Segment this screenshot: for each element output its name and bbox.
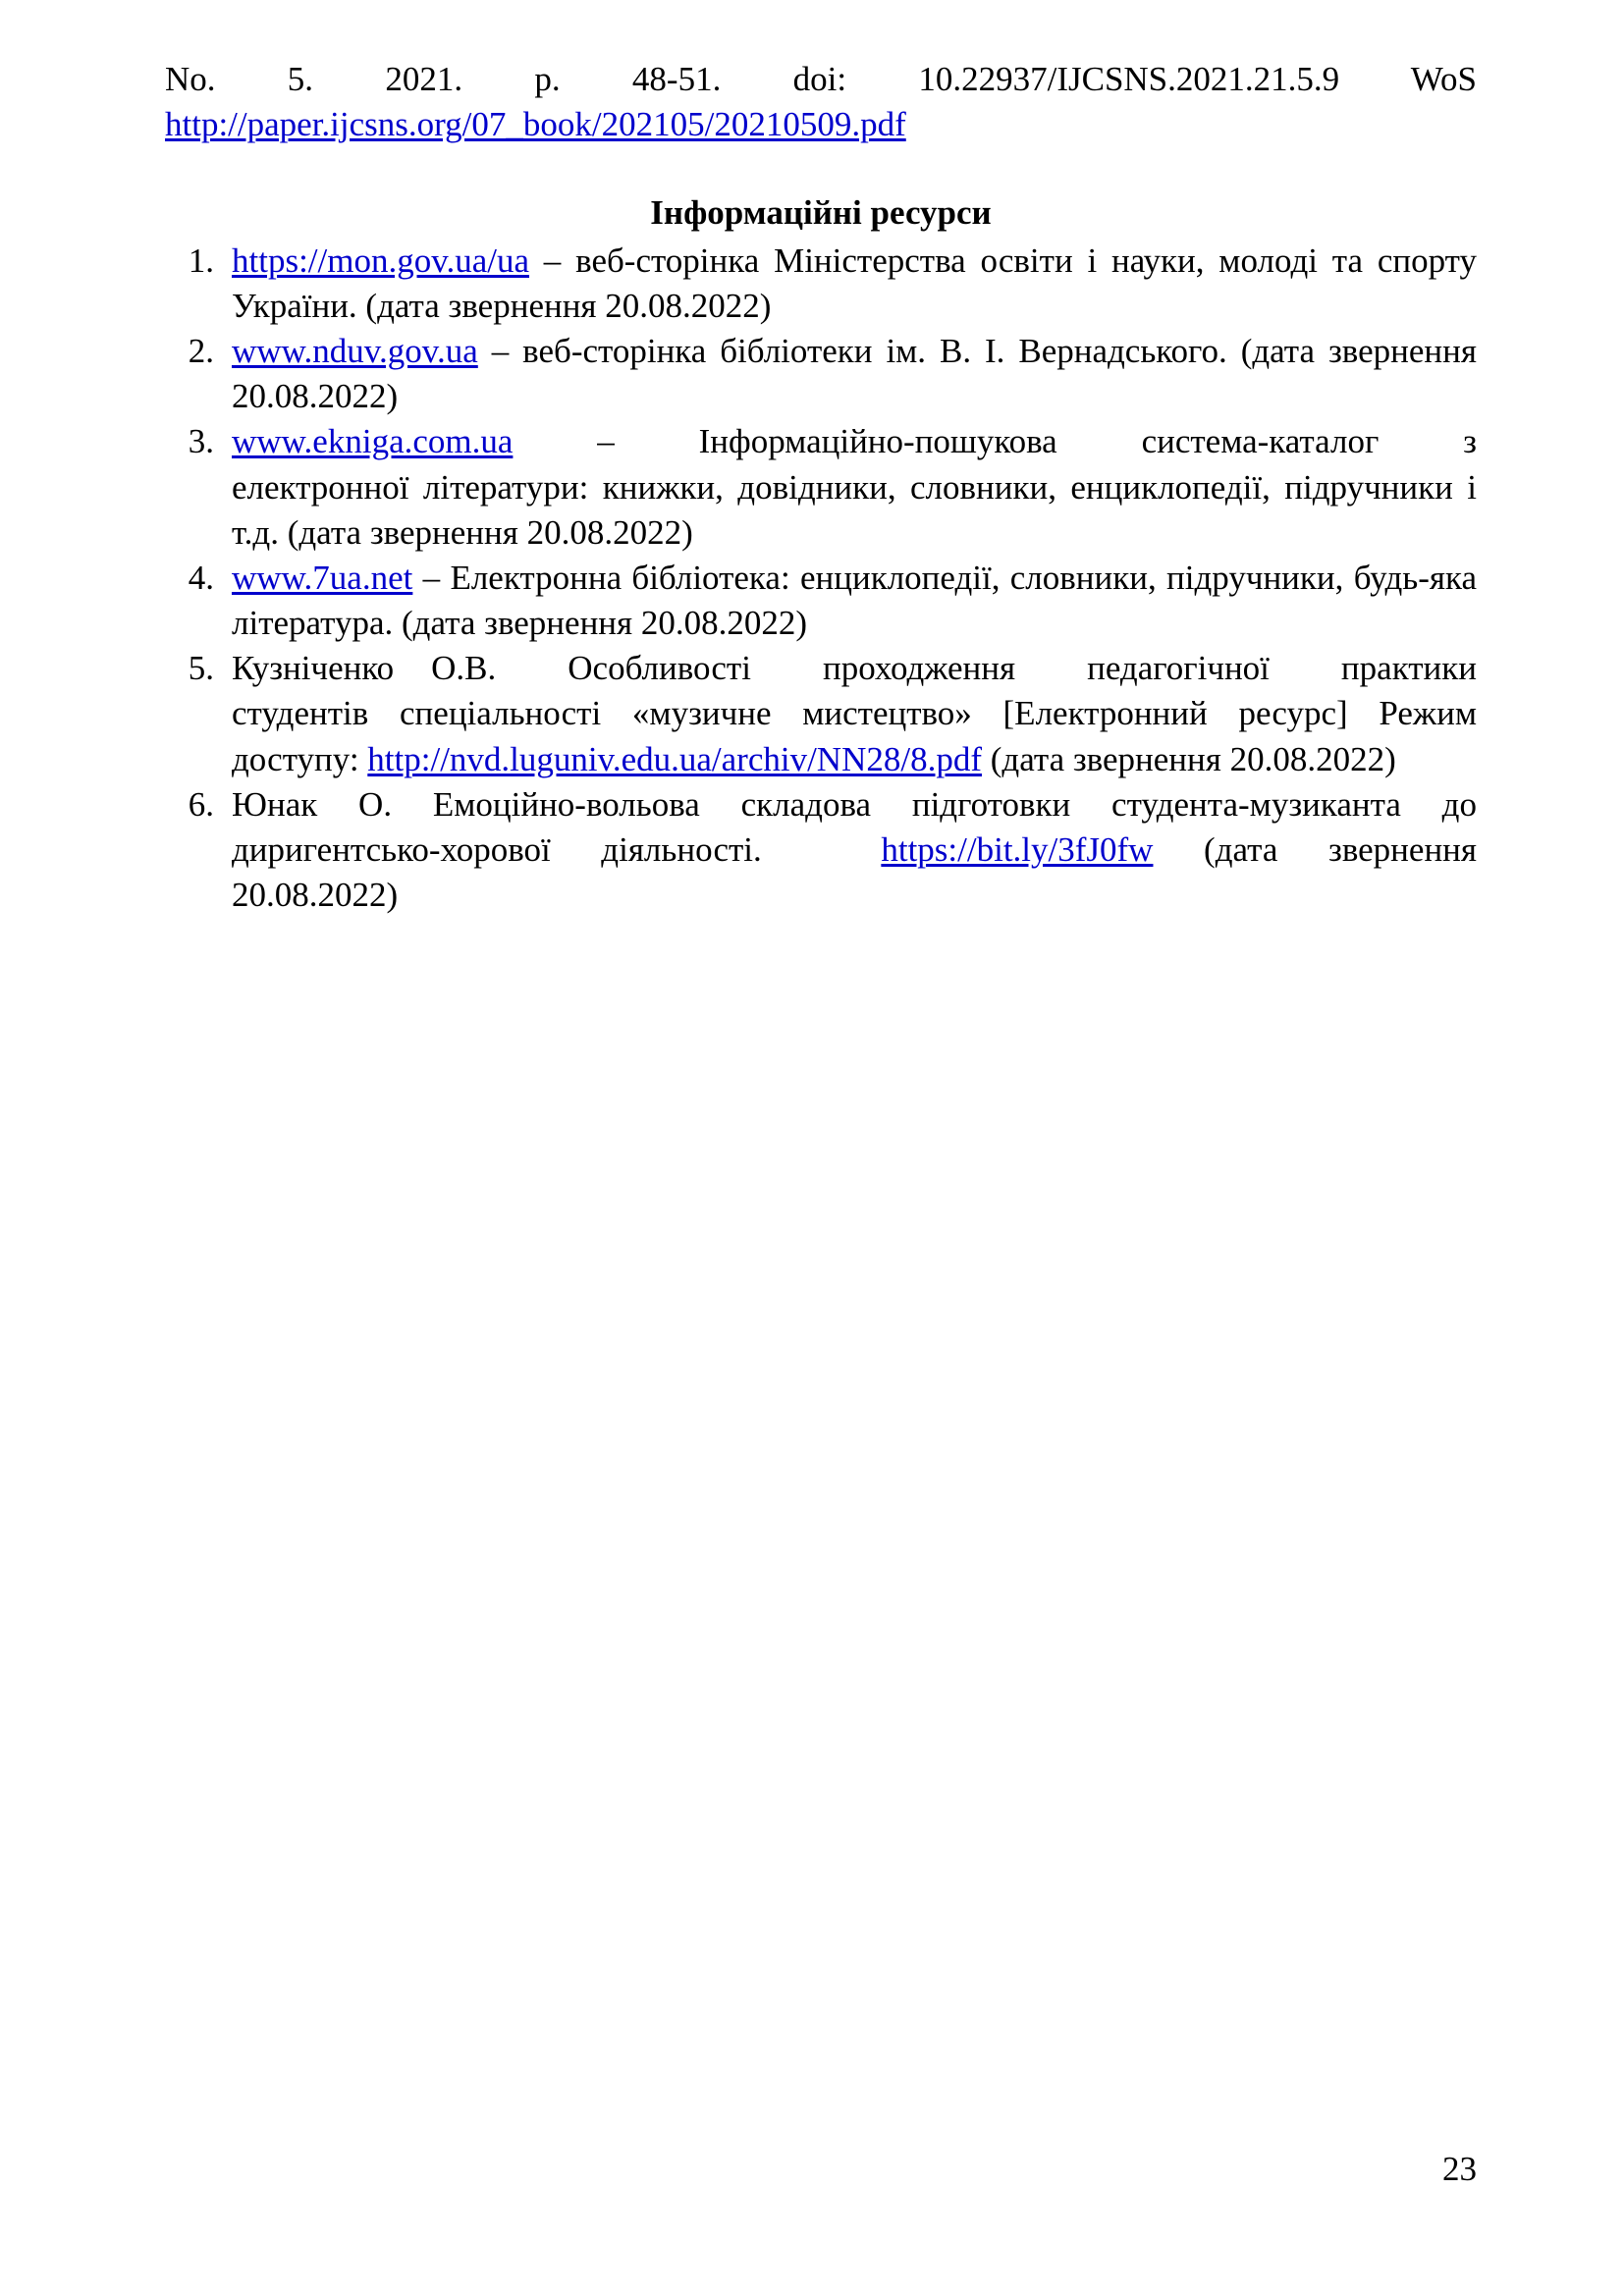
resource-link-nduv-gov-ua[interactable]: www.nduv.gov.ua [232,331,478,370]
resource-text-2: – веб-сторінка бібліотеки ім. В. І. Вернадського. (дата звернення 20.08.2022) [232,331,1477,416]
resource-text-4: – Електронна бібліотека: енциклопедії, словники, підручники, будь-яка література. (дата звернення 20.08.2022) [232,558,1477,643]
list-item [165,646,1477,782]
page-number: 23 [1442,2150,1477,2188]
list-item [165,556,1477,646]
resource-text-6-before: Юнак О. Емоційно-вольова складова підготовки студента-музиканта до диригентсько-хорової діяльності. [232,784,1477,869]
resource-link-7ua-net[interactable]: www.7ua.net [232,558,413,597]
resource-link-nvd-luguniv[interactable]: http://nvd.luguniv.edu.ua/archiv/NN28/8.pdf [367,739,982,778]
ijcsns-pdf-link[interactable]: http://paper.ijcsns.org/07_book/202105/20210509.pdf [165,105,906,144]
resource-text-5-after: (дата звернення 20.08.2022) [982,739,1396,778]
resources-list [165,239,1477,919]
section-heading-informational-resources: Інформаційні ресурси [650,193,992,233]
resource-text-1: – веб-сторінка Міністерства освіти і науки, молоді та спорту України. (дата звернення 20.08.2022) [232,240,1477,325]
resource-text-5-before: Кузніченко О.В. Особливості проходження педагогічної практики студентів спеціальності «музичне мистецтво» [Електронний ресурс] Режим доступу: [232,649,1477,778]
list-item [165,782,1477,919]
list-item [165,419,1477,556]
top-reference-citation-line: No. 5. 2021. p. 48-51. doi: 10.22937/IJCSNS.2021.21.5.9 WoS [165,60,1477,98]
resource-link-bitly[interactable]: https://bit.ly/3fJ0fw [881,830,1154,869]
resource-text-3: – Інформаційно-пошукова система-каталог з електронної літератури: книжки, довідники, словники, енциклопедії, підручники і т.д. (дата звернення 20.08.2022) [232,422,1477,552]
list-item [165,239,1477,329]
top-reference-paragraph [165,57,1477,147]
list-item [165,329,1477,419]
resource-text-6-after: (дата звернення 20.08.2022) [232,830,1478,915]
resource-link-ekniga-com-ua[interactable]: www.ekniga.com.ua [232,422,514,461]
resource-link-mon-gov-ua[interactable]: https://mon.gov.ua/ua [232,240,529,280]
